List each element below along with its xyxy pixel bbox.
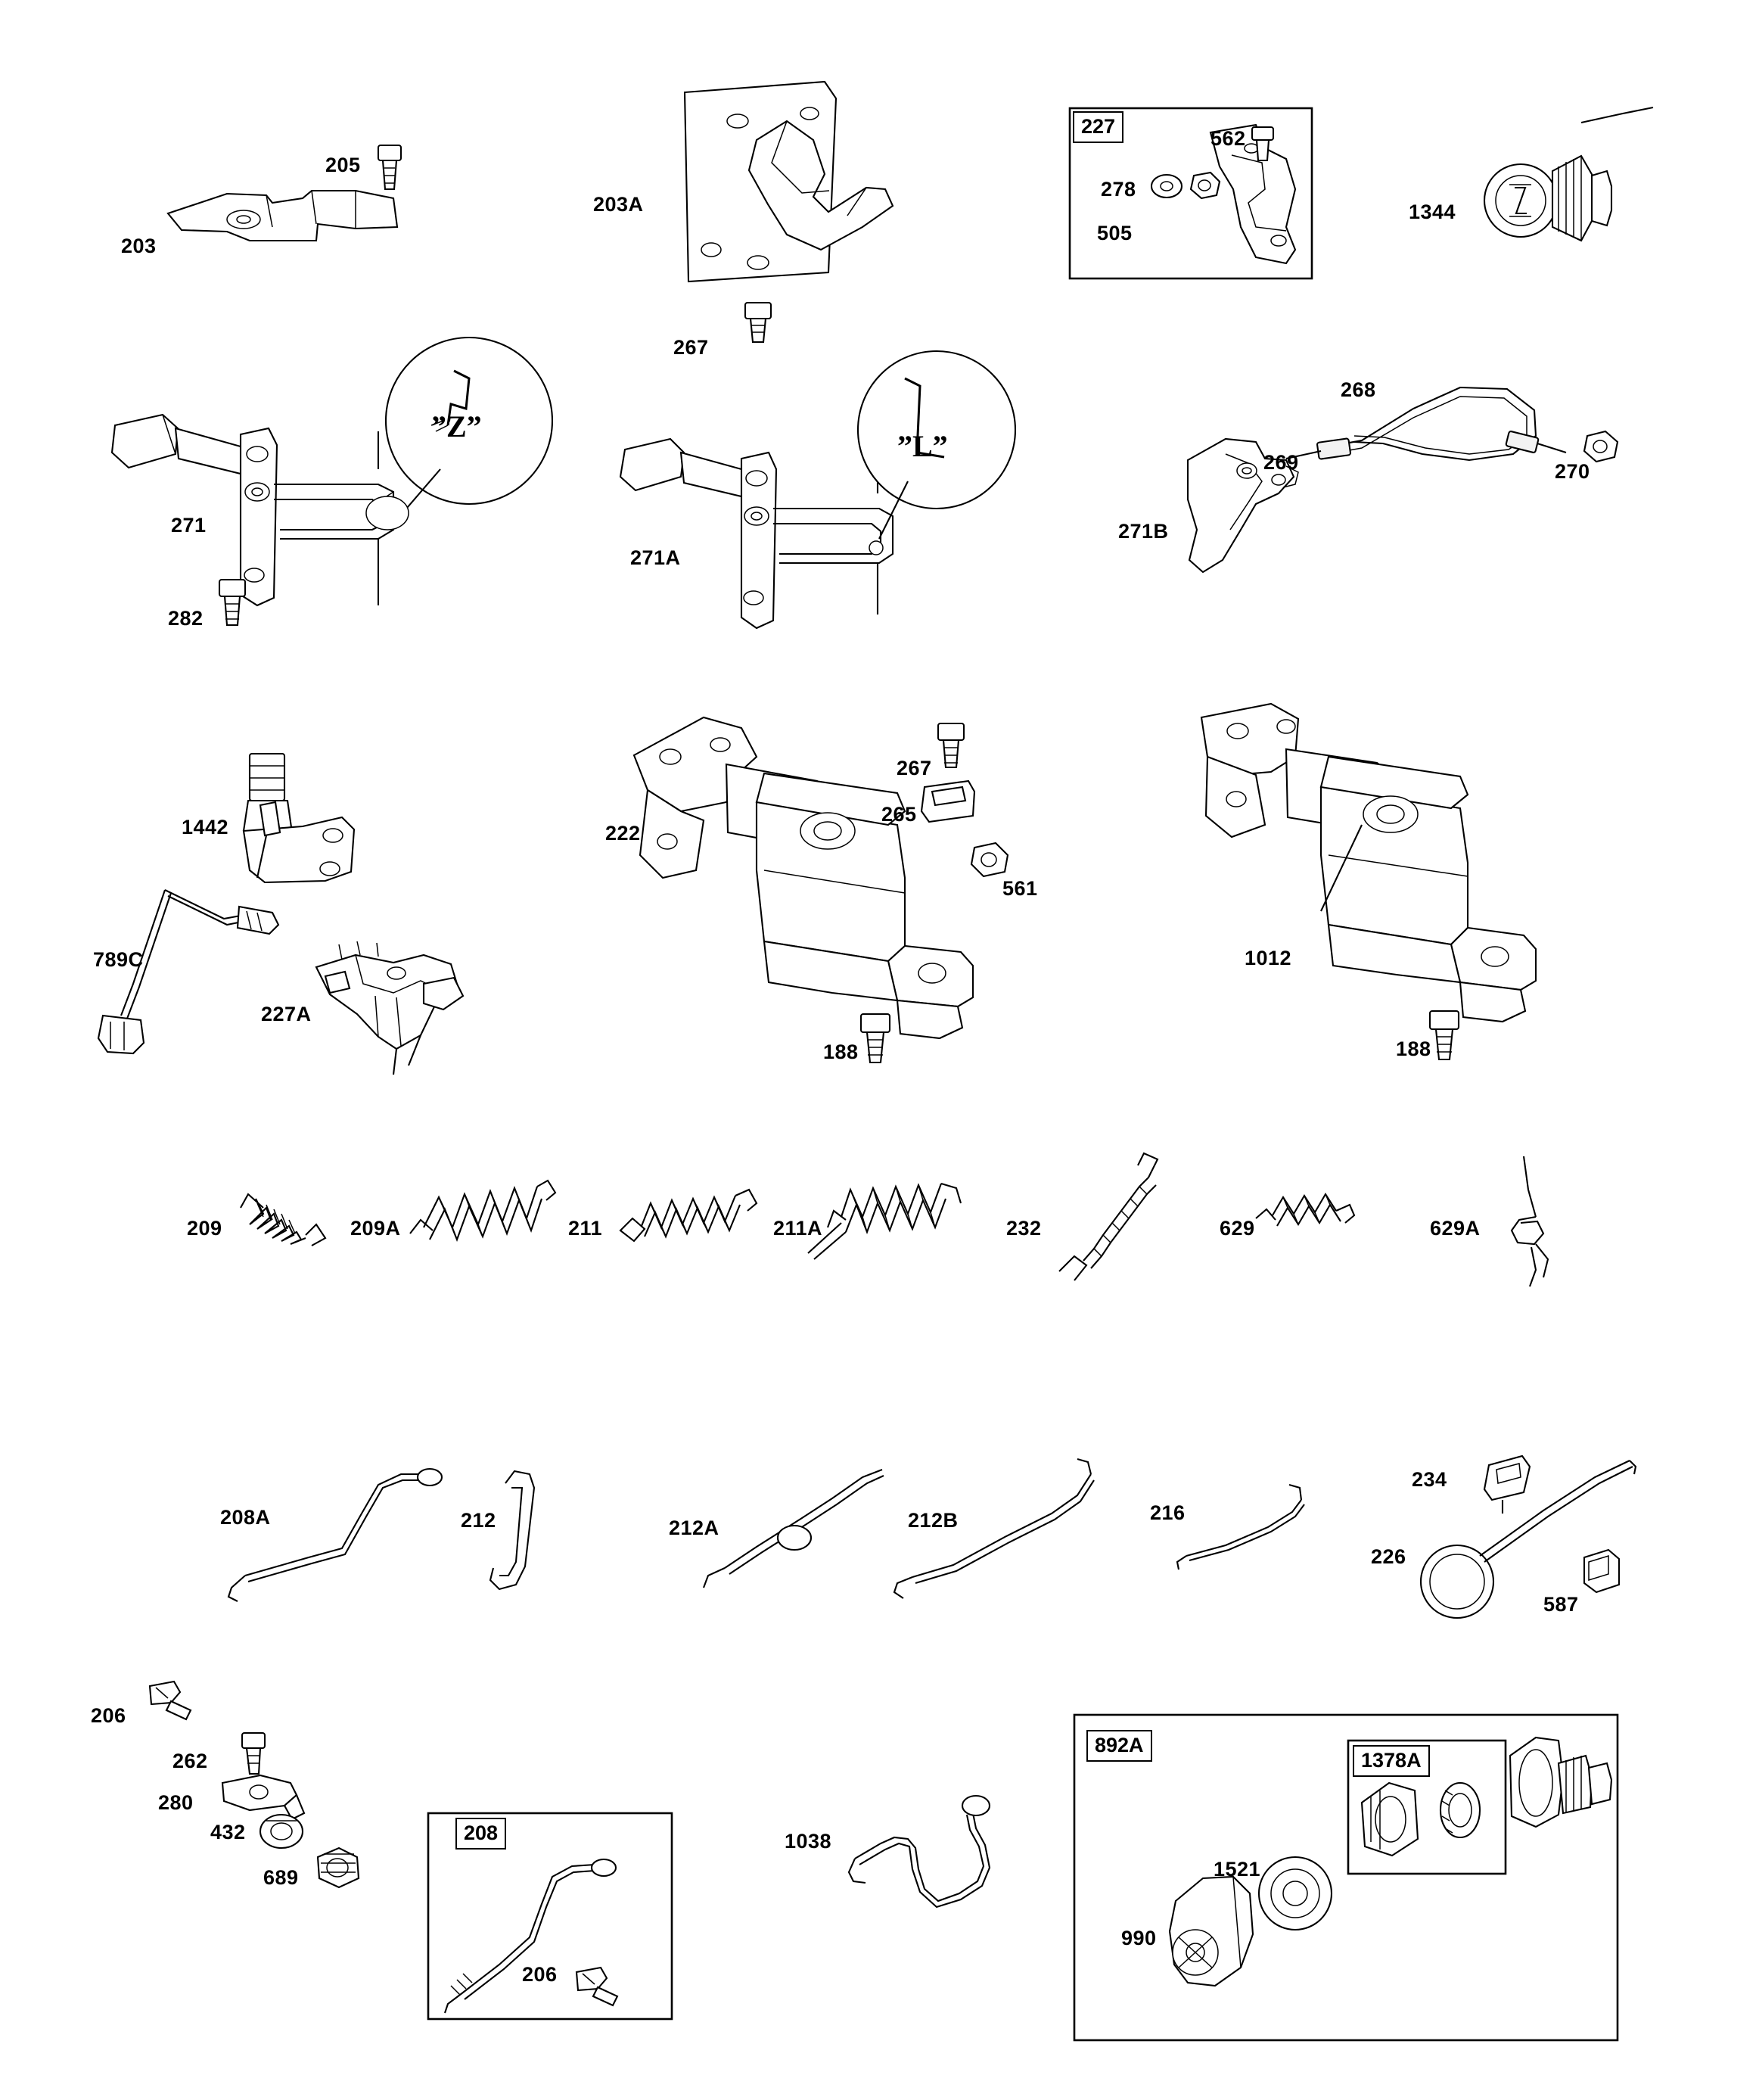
part-label-1442: 1442 (182, 816, 229, 838)
part-203-shape (168, 191, 397, 241)
part-label-265: 265 (881, 803, 917, 826)
part-label-267-b: 267 (897, 757, 932, 779)
part-label-203: 203 (121, 235, 157, 257)
part-label-206-b: 206 (522, 1963, 558, 1986)
part-216-shape (1177, 1485, 1304, 1570)
part-232-shape (1059, 1153, 1158, 1280)
box-label-227: 227 (1073, 111, 1123, 143)
part-label-226: 226 (1371, 1545, 1406, 1568)
part-789C-shape (98, 890, 278, 1053)
part-1344-shape (1484, 107, 1653, 241)
part-label-212: 212 (461, 1509, 496, 1532)
part-label-211: 211 (568, 1217, 603, 1240)
callout-label-l: ”L” (897, 429, 948, 463)
part-280-shape (222, 1775, 304, 1819)
part-212A-shape (704, 1470, 884, 1588)
part-208A-shape (228, 1469, 442, 1601)
part-262-shape (242, 1733, 265, 1774)
part-267-shape-a (745, 303, 771, 342)
part-432-shape (260, 1815, 303, 1848)
part-206-shape-a (150, 1682, 191, 1719)
part-label-587: 587 (1543, 1593, 1579, 1616)
part-label-278: 278 (1101, 178, 1136, 201)
part-label-209A: 209A (350, 1217, 401, 1240)
part-561-shape (971, 843, 1008, 876)
part-label-206-a: 206 (91, 1704, 126, 1727)
part-label-432: 432 (210, 1821, 246, 1843)
callout-label-z: ”Z” (431, 409, 482, 443)
part-label-561: 561 (1002, 877, 1038, 900)
part-label-505: 505 (1097, 222, 1133, 244)
part-label-271A: 271A (630, 546, 681, 569)
part-label-629: 629 (1220, 1217, 1255, 1240)
part-268-shape (1286, 387, 1618, 462)
part-label-188-b: 188 (1396, 1038, 1431, 1060)
part-label-222: 222 (605, 822, 641, 845)
part-208-shape (445, 1859, 617, 2013)
box-label-1378A: 1378A (1353, 1745, 1430, 1777)
part-205-shape (378, 145, 401, 189)
part-label-280: 280 (158, 1791, 194, 1814)
part-label-212B: 212B (908, 1509, 959, 1532)
part-226-shape (1421, 1461, 1636, 1618)
part-587-shape (1584, 1550, 1619, 1592)
box-label-892A: 892A (1086, 1730, 1152, 1762)
part-label-234: 234 (1412, 1468, 1447, 1491)
part-label-268: 268 (1341, 378, 1376, 401)
part-227A-shape (316, 941, 463, 1075)
box-label-208: 208 (455, 1818, 506, 1850)
part-label-227A: 227A (261, 1003, 312, 1025)
part-label-205: 205 (325, 154, 361, 176)
part-689-shape (318, 1848, 359, 1887)
part-label-1038: 1038 (785, 1830, 832, 1853)
part-label-211A: 211A (773, 1217, 823, 1240)
part-label-209: 209 (187, 1217, 222, 1240)
part-label-208A: 208A (220, 1506, 271, 1529)
part-label-270: 270 (1555, 460, 1590, 483)
part-label-629A: 629A (1430, 1217, 1481, 1240)
part-label-689: 689 (263, 1866, 299, 1889)
part-234-shape (1484, 1456, 1530, 1514)
part-label-1344: 1344 (1409, 201, 1456, 223)
part-label-1012: 1012 (1245, 947, 1292, 969)
part-188-shape-b (1430, 1011, 1459, 1059)
part-label-562: 562 (1210, 127, 1246, 150)
part-1012-shape (1201, 704, 1536, 1022)
part-282-shape (219, 580, 245, 625)
part-label-990: 990 (1121, 1927, 1157, 1949)
part-label-216: 216 (1150, 1501, 1186, 1524)
part-label-188-a: 188 (823, 1041, 859, 1063)
part-label-1521: 1521 (1214, 1858, 1261, 1881)
part-211-shape (620, 1190, 757, 1241)
part-209-shape (241, 1194, 325, 1246)
part-188-shape-a (861, 1014, 890, 1062)
part-label-269: 269 (1263, 451, 1299, 474)
part-1442-shape (244, 754, 354, 882)
part-label-262: 262 (172, 1750, 208, 1772)
part-label-203A: 203A (593, 193, 644, 216)
part-629-shape (1256, 1194, 1354, 1226)
part-629A-shape (1512, 1156, 1548, 1286)
part-265-shape (921, 781, 974, 822)
part-271-shape (112, 415, 393, 605)
part-label-271B: 271B (1118, 520, 1169, 543)
part-203A-shape (685, 82, 893, 282)
part-label-271: 271 (171, 514, 207, 537)
part-267-shape-b (938, 723, 964, 767)
part-209A-shape (410, 1181, 555, 1240)
part-label-282: 282 (168, 607, 204, 630)
part-1038-shape (849, 1796, 990, 1907)
part-211A-shape (808, 1184, 961, 1259)
part-212-shape (490, 1471, 534, 1589)
part-label-232: 232 (1006, 1217, 1042, 1240)
part-label-212A: 212A (669, 1517, 719, 1539)
part-label-789C: 789C (93, 948, 144, 971)
part-271A-shape (620, 439, 893, 628)
part-label-267-a: 267 (673, 336, 709, 359)
